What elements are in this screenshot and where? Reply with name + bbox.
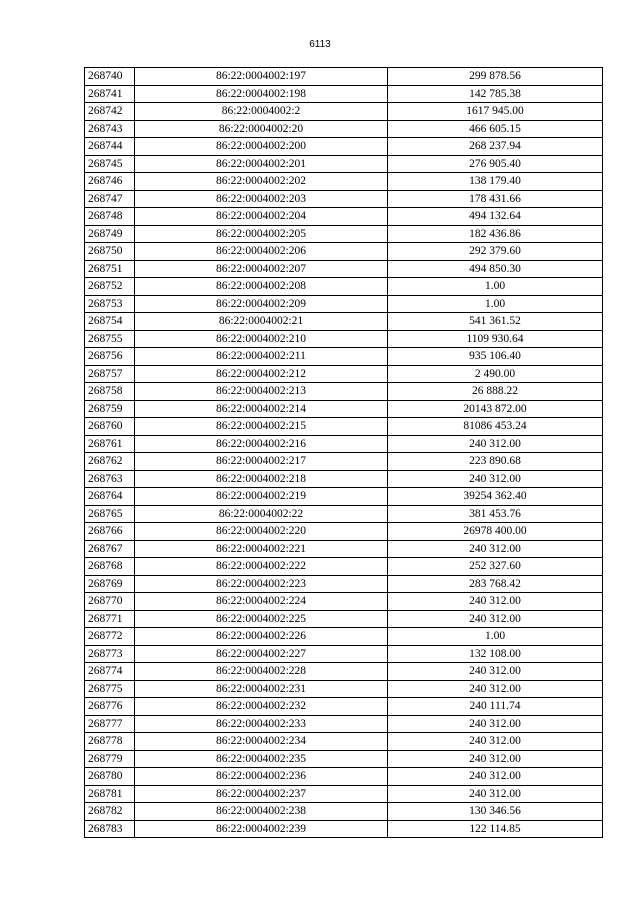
cadastral-value-cell: 240 312.00 [388, 610, 603, 628]
table-row [85, 628, 603, 646]
cadastral-value-cell: 240 312.00 [388, 663, 603, 681]
row-number-cell: 268743 [85, 120, 135, 138]
cadastral-value-cell: 240 312.00 [388, 750, 603, 768]
row-number-cell: 268754 [85, 313, 135, 331]
cadastral-value-cell: 283 768.42 [388, 575, 603, 593]
cadastral-value-cell: 494 850.30 [388, 260, 603, 278]
cadastral-number-cell: 86:22:0004002:220 [135, 523, 388, 541]
row-number-cell: 268774 [85, 663, 135, 681]
cadastral-number-cell: 86:22:0004002:200 [135, 138, 388, 156]
row-number-cell: 268782 [85, 803, 135, 821]
table-row [85, 785, 603, 803]
cadastral-number-cell: 86:22:0004002:201 [135, 155, 388, 173]
cadastral-number-cell: 86:22:0004002:221 [135, 540, 388, 558]
table-row [85, 733, 603, 751]
table-row [85, 540, 603, 558]
cadastral-number-cell: 86:22:0004002:231 [135, 680, 388, 698]
row-number-cell: 268747 [85, 190, 135, 208]
row-number-cell: 268770 [85, 593, 135, 611]
table-row [85, 103, 603, 121]
row-number-cell: 268741 [85, 85, 135, 103]
cadastral-value-cell: 276 905.40 [388, 155, 603, 173]
cadastral-number-cell: 86:22:0004002:239 [135, 820, 388, 838]
cadastral-value-cell: 935 106.40 [388, 348, 603, 366]
cadastral-value-cell: 1.00 [388, 278, 603, 296]
row-number-cell: 268758 [85, 383, 135, 401]
cadastral-value-cell: 299 878.56 [388, 68, 603, 86]
cadastral-value-cell: 178 431.66 [388, 190, 603, 208]
row-number-cell: 268762 [85, 453, 135, 471]
table-row [85, 120, 603, 138]
row-number-cell: 268775 [85, 680, 135, 698]
cadastral-number-cell: 86:22:0004002:197 [135, 68, 388, 86]
row-number-cell: 268780 [85, 768, 135, 786]
cadastral-number-cell: 86:22:0004002:236 [135, 768, 388, 786]
cadastral-number-cell: 86:22:0004002:213 [135, 383, 388, 401]
table-row [85, 453, 603, 471]
cadastral-number-cell: 86:22:0004002:211 [135, 348, 388, 366]
table-row [85, 593, 603, 611]
table-row [85, 138, 603, 156]
table-row [85, 68, 603, 86]
table-row [85, 575, 603, 593]
cadastral-value-cell: 182 436.86 [388, 225, 603, 243]
row-number-cell: 268745 [85, 155, 135, 173]
table-row [85, 260, 603, 278]
cadastral-value-cell: 240 312.00 [388, 593, 603, 611]
table-row [85, 243, 603, 261]
cadastral-value-cell: 292 379.60 [388, 243, 603, 261]
cadastral-number-cell: 86:22:0004002:219 [135, 488, 388, 506]
table-row [85, 523, 603, 541]
row-number-cell: 268746 [85, 173, 135, 191]
cadastral-value-cell: 252 327.60 [388, 558, 603, 576]
cadastral-value-cell: 26 888.22 [388, 383, 603, 401]
row-number-cell: 268753 [85, 295, 135, 313]
cadastral-value-cell: 142 785.38 [388, 85, 603, 103]
table-row [85, 505, 603, 523]
cadastral-number-cell: 86:22:0004002:207 [135, 260, 388, 278]
table-row [85, 558, 603, 576]
table-row [85, 190, 603, 208]
table-row [85, 173, 603, 191]
table-row [85, 313, 603, 331]
table-row [85, 365, 603, 383]
cadastral-value-cell: 240 312.00 [388, 540, 603, 558]
table-row [85, 645, 603, 663]
cadastral-value-cell: 240 312.00 [388, 470, 603, 488]
cadastral-value-cell: 1.00 [388, 295, 603, 313]
cadastral-number-cell: 86:22:0004002:232 [135, 698, 388, 716]
table-row [85, 278, 603, 296]
row-number-cell: 268752 [85, 278, 135, 296]
cadastral-number-cell: 86:22:0004002:206 [135, 243, 388, 261]
row-number-cell: 268773 [85, 645, 135, 663]
row-number-cell: 268744 [85, 138, 135, 156]
cadastral-value-cell: 81086 453.24 [388, 418, 603, 436]
cadastral-value-cell: 240 312.00 [388, 733, 603, 751]
row-number-cell: 268767 [85, 540, 135, 558]
row-number-cell: 268772 [85, 628, 135, 646]
cadastral-value-cell: 132 108.00 [388, 645, 603, 663]
cadastral-value-cell: 39254 362.40 [388, 488, 603, 506]
table-row [85, 803, 603, 821]
row-number-cell: 268760 [85, 418, 135, 436]
cadastral-number-cell: 86:22:0004002:227 [135, 645, 388, 663]
table-body [85, 68, 603, 838]
cadastral-value-cell: 381 453.76 [388, 505, 603, 523]
cadastral-number-cell: 86:22:0004002:223 [135, 575, 388, 593]
row-number-cell: 268749 [85, 225, 135, 243]
cadastral-value-cell: 20143 872.00 [388, 400, 603, 418]
cadastral-number-cell: 86:22:0004002:208 [135, 278, 388, 296]
cadastral-value-cell: 138 179.40 [388, 173, 603, 191]
table-row [85, 820, 603, 838]
row-number-cell: 268763 [85, 470, 135, 488]
row-number-cell: 268755 [85, 330, 135, 348]
table-row [85, 225, 603, 243]
row-number-cell: 268768 [85, 558, 135, 576]
table-row [85, 610, 603, 628]
row-number-cell: 268777 [85, 715, 135, 733]
table-row [85, 435, 603, 453]
cadastral-number-cell: 86:22:0004002:218 [135, 470, 388, 488]
table-row [85, 85, 603, 103]
table-row [85, 330, 603, 348]
cadastral-number-cell: 86:22:0004002:214 [135, 400, 388, 418]
cadastral-value-cell: 223 890.68 [388, 453, 603, 471]
row-number-cell: 268779 [85, 750, 135, 768]
row-number-cell: 268778 [85, 733, 135, 751]
cadastral-value-cell: 268 237.94 [388, 138, 603, 156]
table-row [85, 715, 603, 733]
row-number-cell: 268769 [85, 575, 135, 593]
table-row [85, 295, 603, 313]
row-number-cell: 268750 [85, 243, 135, 261]
cadastral-number-cell: 86:22:0004002:226 [135, 628, 388, 646]
table-row [85, 348, 603, 366]
cadastral-number-cell: 86:22:0004002:217 [135, 453, 388, 471]
table-row [85, 680, 603, 698]
cadastral-number-cell: 86:22:0004002:225 [135, 610, 388, 628]
row-number-cell: 268759 [85, 400, 135, 418]
cadastral-value-cell: 1617 945.00 [388, 103, 603, 121]
cadastral-number-cell: 86:22:0004002:22 [135, 505, 388, 523]
cadastral-value-cell: 122 114.85 [388, 820, 603, 838]
table-row [85, 488, 603, 506]
cadastral-number-cell: 86:22:0004002:228 [135, 663, 388, 681]
row-number-cell: 268766 [85, 523, 135, 541]
row-number-cell: 268756 [85, 348, 135, 366]
cadastral-value-cell: 541 361.52 [388, 313, 603, 331]
table-row [85, 400, 603, 418]
cadastral-number-cell: 86:22:0004002:205 [135, 225, 388, 243]
cadastral-number-cell: 86:22:0004002:235 [135, 750, 388, 768]
cadastral-number-cell: 86:22:0004002:204 [135, 208, 388, 226]
row-number-cell: 268761 [85, 435, 135, 453]
cadastral-value-cell: 466 605.15 [388, 120, 603, 138]
cadastral-number-cell: 86:22:0004002:198 [135, 85, 388, 103]
table-row [85, 470, 603, 488]
cadastral-number-cell: 86:22:0004002:209 [135, 295, 388, 313]
row-number-cell: 268776 [85, 698, 135, 716]
table-row [85, 155, 603, 173]
cadastral-value-cell: 240 312.00 [388, 435, 603, 453]
cadastral-value-cell: 1.00 [388, 628, 603, 646]
cadastral-number-cell: 86:22:0004002:233 [135, 715, 388, 733]
cadastral-value-cell: 26978 400.00 [388, 523, 603, 541]
cadastral-value-cell: 240 111.74 [388, 698, 603, 716]
row-number-cell: 268783 [85, 820, 135, 838]
row-number-cell: 268771 [85, 610, 135, 628]
cadastral-number-cell: 86:22:0004002:202 [135, 173, 388, 191]
cadastral-number-cell: 86:22:0004002:237 [135, 785, 388, 803]
row-number-cell: 268751 [85, 260, 135, 278]
row-number-cell: 268757 [85, 365, 135, 383]
page-number: 6113 [309, 39, 331, 50]
table-row [85, 208, 603, 226]
table-row [85, 383, 603, 401]
table-row [85, 750, 603, 768]
row-number-cell: 268764 [85, 488, 135, 506]
cadastral-number-cell: 86:22:0004002:210 [135, 330, 388, 348]
cadastral-number-cell: 86:22:0004002:203 [135, 190, 388, 208]
cadastral-number-cell: 86:22:0004002:215 [135, 418, 388, 436]
cadastral-number-cell: 86:22:0004002:212 [135, 365, 388, 383]
cadastral-value-cell: 130 346.56 [388, 803, 603, 821]
row-number-cell: 268740 [85, 68, 135, 86]
cadastral-value-cell: 1109 930.64 [388, 330, 603, 348]
table-row [85, 663, 603, 681]
cadastral-number-cell: 86:22:0004002:21 [135, 313, 388, 331]
table-row [85, 418, 603, 436]
cadastral-number-cell: 86:22:0004002:2 [135, 103, 388, 121]
row-number-cell: 268748 [85, 208, 135, 226]
cadastral-value-cell: 240 312.00 [388, 680, 603, 698]
cadastral-number-cell: 86:22:0004002:238 [135, 803, 388, 821]
cadastral-value-cell: 494 132.64 [388, 208, 603, 226]
row-number-cell: 268765 [85, 505, 135, 523]
cadastral-value-cell: 240 312.00 [388, 715, 603, 733]
cadastral-value-cell: 240 312.00 [388, 785, 603, 803]
row-number-cell: 268781 [85, 785, 135, 803]
table-row [85, 768, 603, 786]
table-row [85, 698, 603, 716]
row-number-cell: 268742 [85, 103, 135, 121]
cadastral-value-cell: 240 312.00 [388, 768, 603, 786]
cadastral-value-table [84, 67, 603, 838]
cadastral-number-cell: 86:22:0004002:224 [135, 593, 388, 611]
cadastral-number-cell: 86:22:0004002:222 [135, 558, 388, 576]
cadastral-value-cell: 2 490.00 [388, 365, 603, 383]
cadastral-number-cell: 86:22:0004002:216 [135, 435, 388, 453]
cadastral-number-cell: 86:22:0004002:234 [135, 733, 388, 751]
cadastral-number-cell: 86:22:0004002:20 [135, 120, 388, 138]
